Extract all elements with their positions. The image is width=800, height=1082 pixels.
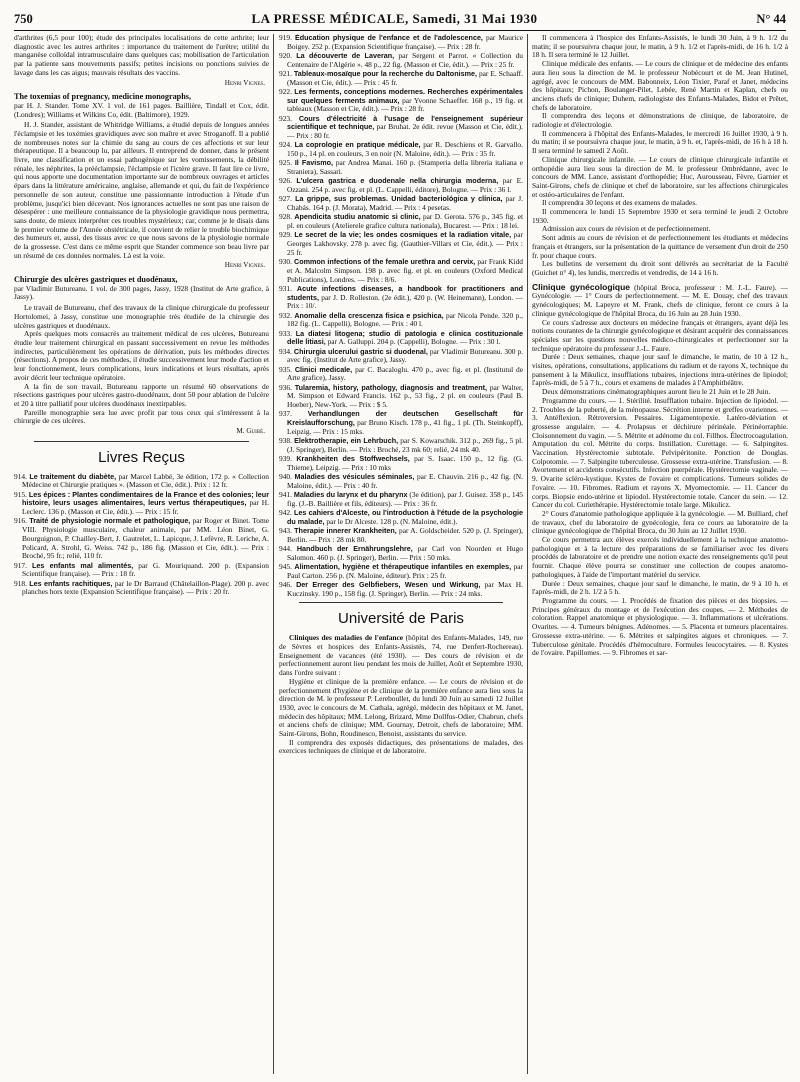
book-entry [279,563,523,580]
notice-paragraph: Les bulletins de versement du droit sont délivrés au secrétariat de la Faculté (Guichet n° 4), les lundis, mercredis et vendredis, de 14 à 16 h. [532,259,788,277]
book-number: 939. [279,453,292,463]
notice-paragraph: Il commencera à l'hôpital des Enfants-Malades, le mercredi 16 Juillet 1930, à 9 h. du matin; il se poursuivra chaque jour, le matin, à 9 h. et, l'après-midi, de 16 h à 18 h. Il sera terminé le samedi 2 Août. [532,128,788,156]
book-entry [279,410,523,436]
book-number: 933. [279,328,292,338]
book-number: 914. [14,471,27,481]
book-details: par Georges Lakhovsky. 278 p. avec fig. (Gauthier-Villars et Cie, édit.). — Prix : 25 fr. [287,230,523,257]
book-details: par le Dr Barraud (Châtelaillon-Plage). 200 p. avec planches hors texte (Expansion Scientifique française). — Prix : 20 fr. [22,578,269,597]
book-title: Maladies du larynx et du pharynx [293,489,408,499]
notice-paragraph: 2° Cours d'anatomie pathologique appliquée à la gynécologie. — M. Bulliard, chef de travaux, chef du laboratoire de gynécologie, fera ce cours au laboratoire de la clinique gynécologique de l'hôpital Broca, du 30 Juin au 12 Juillet 1930. [532,508,788,536]
book-number: 931. [279,283,292,293]
book-title: Il Favismo, [294,158,333,168]
notice-text: (hôpital des Enfants-Malades, 149, rue de Sèvres et hospices des Enfants-Assistés, 74, rue Denfert-Rochereau). Enseignement de vacances (été 1930). — Des cours de révision et de perfectionnement auront lieu pendant les mois de Juillet, Août et Septembre 1930, dans l'ordre suivant : [279,633,523,678]
notice-lead: Clinique gynécologique [532,281,631,292]
book-number: 938. [279,435,292,445]
book-number: 942. [279,507,292,517]
book-details: par D. Gerota. 576 p., 345 fig. et pl. en couleurs (Atelierele grafice cultura nationala), Bucarest. — Prix : 18 lei. [287,212,523,231]
book-details: par C. Bacaloglu. 470 p., avec fig. et pl. (Institutul de Arte grafice), Jassy. [287,364,523,383]
book-title: Der Erreger des Gelbfiebers, Wesen und Wirkung, [296,579,481,589]
notice-paragraph: Admission aux cours de révision et de perfectionnement. [542,224,711,234]
book-number: 919. [279,34,292,42]
notice-paragraph: Durée : Deux semaines, chaque jour sauf le dimanche, le matin, de 9 à 10 h. et l'après-midi, de 2 h. 1/2 à 5 h. [532,578,788,597]
book-details: par Frank Kidd et A. Malcolm Simpson. 198 p. avec fig. et pl. en couleurs (Oxford Medical Publications), Londres. — Prix : 8/6. [287,257,523,284]
notice-paragraph: Programme du cours. — 1. Procédés de fixation des pièces et des biopsies. — Principes généraux du montage et de l'exécution des coupes. — 2. Méthodes de coloration. Rappel anatomique et physiologique. — 3. Inflammations et ulcérations. Ovarites. — 4. Tumeurs bénignes. Adénomes. — 5. Placenta et tumeurs placentaires. Grossesse extra-utérine. — 6. Métrites et salpingites aigues et chroniques. — 7. Tuberculose génitale. Procédés d'hémoculture. Formules leucocytaires. — 8. Kystes de l'ovaire. Papillomes. — 9. Fibromes et sar- [532,596,788,658]
book-details: par Walter, M. Simpson et Edward Francis. 162 p., 53 fig., 2 pl. en couleurs (Paul B. Hoeber), New-York. — Prix : $ 5. [287,382,523,409]
book-details: par Paul Carton. 256 p. (N. Maloine, éditeur). Prix : 25 fr. [287,561,523,580]
book-title: Chirurgia ulcerului gastric si duodenal, [293,346,428,356]
book-details: par Marcel Labbé, 3e édition, 172 p. « Collection Médecine et Chirurgie pratiques ». (Masson et Cie, édit.). Prix : 12 fr. [22,471,269,490]
book-details: par Nicola Pende. 320 p., 182 fig. (L. Cappelli), Bologne. — Prix : 40 l. [287,310,523,329]
book-details: par Yvonne Schaeffer. 168 p., 19 fig. et tableaux (Masson et Cie, édit.). — Prix : 28 fr. [287,95,523,114]
book-title: Cours d'électricité à l'usage de l'enseignement supérieur scientifique et technique, [287,113,523,132]
book-title: Le traitement du diabète, [29,471,117,481]
book-title: Tableaux-mosaïque pour la recherche du Daltonisme, [293,69,477,78]
book-details: par Max H. Kuczinsky. 190 p., 158 fig. (J. Springer), Berlin. — Prix : 24 mks. [287,579,523,598]
book-number: 929. [279,230,292,240]
book-number: 915. [14,489,27,499]
book-entry [279,231,523,257]
book-details: par Vladimir Butureanu. 300 p. avec fig. (Institut de Arte grafice), Jassy. [287,346,523,365]
book-details: par Maurice Boigey. 252 p. (Expansion Scientifique française). — Prix : 28 fr. [287,34,523,51]
notice-paragraph: Hygiène et clinique de la première enfance. — Le cours de révision et de perfectionnement d'hygiène et de clinique de la première enfance aura lieu sous la direction de M. le professeur P. Lereboullet, du lundi 30 Juin au samedi 12 Juillet 1930, avec le concours de M. Cathala, agrégé, médecin des hôpitaux et M. Janet, médecin des hôpitaux; MM. Lelong, Brizard, Mme Dollfus-Odier, Chabrun, chefs et anciens chefs de clinique; MM. Gournay, Detroit, chefs de laboratoire; MM. Saint-Girons, Bohn, Roudinesco, Benoist, assistants du service. [279,676,523,739]
book-number: 943. [279,525,292,535]
book-number: 932. [279,310,292,320]
signature: M. Guibé. [236,427,265,436]
book-details: par J. D. Rolleston. (2e édit.), 420 p. (W. Heinemann), London. — Prix : 10/. [287,292,523,311]
book-details: par E. Schaaff. (Masson et Cie, édit.). — Prix : 45 fr. [287,69,523,87]
book-title: Therapie innerer Krankheiten, [294,525,397,535]
book-title: Elektrotherapie, ein Lehrbuch, [294,435,399,445]
book-number: 925. [279,158,292,168]
book-entry [279,285,523,311]
book-title: Le secret de la vie; les ondes cosmiques et la radiation vitale, [294,230,512,240]
notice-paragraph: Deux démonstrations cinématographiques auront lieu le 21 Juin et le 28 Juin. [542,387,771,397]
notice-paragraph: Programme du cours. — 1. Stérilité. Insufflation tubaire. Injection de lipiodol. — 2. Troubles de la puberté, de la ménopause. Sécrétion interne et greffes ovariennes. — 3. Antéflexion. Rétroversion. Pessaires. Ligamentopexie. Latéro-déviation et grossesse angulaire. — 4. Prolapsus et déchirure périnéale. Périnéorraphie. Cloisonnement du vagin. — 5. Métrite et adénome du col. Fillhos. Électrocoagulation. Amputation du col. Métrite du corps. Instillation. Curettage. — 6. Salpingites. Vaccination. Hystérectomie subtotale. Pelvipéritonite. Ponction de Douglas. Colpotomie. — 7. Salpingite tuberculeuse. Grossesse extra-utérine. Transfusion. — 8. Avortement et accidents consécutifs. Infection puerpérale. Hystérectomie vaginale. — 9. Ovarite scléro-kystique. Kystes de l'ovaire et complications. Tumeurs solides de l'ovaire. — 10. Fibromes. Radium et rayons X. Myomectomie. — 11. Cancer du corps. Biopsie endo-utérine et lipiodol. Hystérectomie totale. Cancer du sein. — 12. Cancer du col. Curiethérapie. Hystérectomie totale large. Mikulicz. [532,395,788,510]
review-body: Pareille monographie sera lue avec profit par tous ceux qui s'intéressent à la chirurgie de ces ulcères. [14,407,269,426]
notice-paragraph: Il comprendra des exposés didactiques, des présentations de malades, des exercices techniques de clinique et de laboratoire. [279,737,523,756]
book-number: 922. [279,87,292,96]
book-details: par Sergent et Parrot. « Collection du Centenaire de l'Algérie ». 48 p., 22 fig. (Masson et Cie, édit.). — Prix : 25 fr. [287,51,523,69]
notice-paragraph: Il commencera à l'hospice des Enfants-Assistés, le lundi 30 Juin, à 9 h. 1/2 du matin; il se poursuivra chaque jour, le matin, à 9 h. 1/2 et l'après-midi, de 16 h. 1/2 à 18 h. Il sera terminé le 12 Juillet. [532,34,788,60]
book-entry [279,455,523,472]
notice-paragraph: Clinique médicale des enfants. — Le cours de clinique et de médecine des enfants aura lieu sous la direction de M. le professeur Nobécourt et de M. Jean Hutinel, agrégé, avec le concours de MM. Babonneix, Léon Tixier, Paraf et Janet, médecins des hôpitaux; Pichon, Boulanger-Pilet, Lebée, René Martin et Kaplan, chefs ou anciens chefs de clinique; Duhem, radiologiste des Enfants-Malades, Bidot et Prêtet, chefs de laboratoire. [532,59,788,112]
review-body: H. J. Stander, assistant de Whitridge Williams, a étudié depuis de longues années l'éclampsie et les toxémies gravidiques avec son maître et avec Stroganoff. Il a publié de nombreuses notes sur la chimie du sang au cours de ces affections et sur leur thérapeutique. Il a beaucoup lu, par ailleurs. Il entreprend de donner, dans le présent livre, une classification et un essai pathogénique sur les vomissements, la débilité rénale, les néphrites, la prééclampsie, l'éclampsie et l'ictère grave. Il faut lire ce livre, qui nous apporte une documentation importante sur de nombreux ouvrages et articles épars dans la littérature américaine, anglaise, allemande et qui, du fait de l'expérience personnelle de son auteur, constitue une passionnante introduction à l'étude d'un problème, jusqu'ici bien décevant. Nos ignorances actuelles ne sont pas une raison de désespérer : une meilleure connaissance de la physiologie gravidique nous permettra, sans doute, de mieux interpréter ces troubles mystérieux; car, comme je le disais dans le premier volume de l'Année obstétricale, il convient de relier le trouble biochimique des humeurs et, aussi, des tissus avec ce que nous savons de la physiologie normale de la grossesse. C'est dans ce même esprit que Stander commence son beau livre par un résumé de ces données normales. Là est la voie. [14,120,269,260]
book-number: 930. [279,257,292,267]
book-details: par J. Chabás. 164 p. (J. Morata), Madrid. — Prix : 4 pesetas. [287,194,523,213]
section-rule [34,441,249,442]
column-divider [527,34,528,1074]
book-details: par Bruhat. 2e édit. revue (Masson et Cie, édit.). — Prix : 80 fr. [287,122,523,141]
book-entry [279,177,523,194]
book-entry [279,213,523,230]
book-title: L'ulcera gastrica e duodenale nella chirurgia moderna, [296,176,499,186]
book-number: 944. [279,543,292,553]
notice-text: (hôpital Broca, professeur : M. J.-L. Faure). — Gynécologie. — 1° Cours de perfectionnement. — M. E. Douay, chef des travaux gynécologiques; M. Lapeyre et M. Frank, chefs de clinique, feront ce cours à la clinique gynécologique de l'hôpital Broca, du 16 Juin au 28 Juin 1930. [532,282,788,318]
book-number: 945. [279,561,292,571]
book-number: 937. [279,409,292,419]
book-number: 927. [279,194,292,204]
book-title: Handbuch der Ernährungslehre, [296,543,413,553]
book-entry [279,509,523,526]
book-entry [279,348,523,365]
book-number: 926. [279,176,292,186]
book-entry [279,34,523,51]
review-reference: par Vladimir Butureanu. 1 vol. de 300 pages, Jassy, 1928 (Institut de Arte grafice, à Jassy). [14,283,269,302]
book-details: par S. Kowarschik. 312 p., 269 fig., 5 pl. (J. Springer), Berlin. — Prix : Broché, 23 mk 60; relié, 24 mk 40. [287,435,523,454]
column-divider [273,34,274,1074]
book-title: Les cahiers d'Alceste, ou l'introduction à l'étude de la psychologie du malade, [287,507,523,526]
book-entry [279,545,523,562]
book-details: par A. Galluppi. 204 p. (Cappelli), Bologne. — Prix : 30 l. [327,337,501,347]
book-details: par Roger et Binet. Tome VIII. Physiologie musculaire, chaleur animale, par MM. Léon Binet, G. Bourguignon, P. Chailley-Bert, J. Gautrelet, L. Lapicque, J. Lefèvre, R. Leriche, A. Policard, A. Strohl, G. Weiss. 742 p., 186 fig. (Masson et Cie, édit.). — Prix : Broché, 95 fr.; relié, 110 fr. [22,516,269,561]
book-details: par A. Goldscheider. 520 p. (J. Springer), Berlin. — Prix : 28 mk 80. [287,525,523,544]
book-entry [14,580,269,597]
book-number: 934. [279,346,292,356]
book-entry [279,159,523,176]
book-number: 935. [279,364,292,374]
notice-paragraph: Ce cours permettra aux élèves exercés individuellement à la technique anatomo-pathologique et à la lecture des préparations de se familiariser avec les divers procédés de laboratoire et de prendre une notion exacte des renseignements qu'il peut fournir. Chaque élève pourra se constituer une collection de coupes anatomo-pathologiques, à l'aide de l'important matériel du service. [532,535,788,579]
book-entry [14,517,269,561]
book-number: 936. [279,382,292,392]
book-list [14,473,269,597]
book-number: 924. [279,140,292,150]
book-entry [14,562,269,579]
book-number: 921. [279,69,292,78]
book-number: 918. [14,578,27,588]
review-title: Chirurgie des ulcères gastriques et duodénaux, [14,275,178,285]
university-notice [279,634,523,756]
book-details: par Andrea Manai. 160 p. (Stamperia della libreria italiana e Straniera), Sassari. [287,158,523,177]
book-number: 916. [14,516,27,526]
book-entry [14,473,269,490]
issue-number: N° 44 [756,11,786,26]
review-body: Le travail de Butureanu, chef des travaux de la clinique chirurgicale du professeur Hortolomei, à Jassy, constitue une monographie très étudiée de la chirurgie des ulcères gastriques et duodénaux. [14,303,269,330]
signature: Henri Vignes. [224,261,265,270]
book-entry [279,581,523,598]
book-entry [279,141,523,158]
book-title: Alimentation, hygiène et thérapeutique infantiles en exemples, [294,561,512,571]
book-entry [279,52,523,69]
book-number: 917. [14,560,27,570]
book-details: par G. Mouriquand. 200 p. (Expansion Scientifique française). — Prix : 18 fr. [22,560,269,579]
notice-paragraph: Il comprendra 30 leçons et des examens de malades. [542,198,697,208]
book-title: Maladies des vésicules séminales, [294,471,415,481]
book-title: Tularemia, history, pathology, diagnosis and treatment, [294,382,488,392]
book-number: 940. [279,471,292,481]
notice-paragraph: Il comprendra des leçons et démonstrations de clinique, de laboratoire, de radiologie et d'électrologie. [532,111,788,130]
book-number: 923. [279,113,292,123]
book-entry [279,195,523,212]
review-body: A la fin de son travail, Butureanu rapporte un résumé 60 observations de résections gastriques pour ulcères gastro-duodénaux, dont 50 pour ablation de l'ulcère et 20 à titre palliatif pour ulcères duodénaux inextirpables. [14,381,269,408]
signature: Henri Vignes. [224,78,265,87]
book-details: par le Dr Alceste. 128 p. (N. Maloine, édit.). [326,516,458,526]
book-title: Clinici medicale, [294,364,353,374]
book-entry [279,473,523,490]
section-rule [299,602,503,603]
book-title: Krankheiten des Stoffwechsels, [296,453,410,463]
book-title: La grippe, sus problemas. Unidad bacteriológica y clínica, [295,194,503,204]
book-title: Les enfants rachitiques, [29,578,113,588]
book-number: 941. [279,489,292,499]
column-left [14,34,269,1074]
book-entry [279,491,523,508]
book-details: par E. Chauvin. 216 p., 42 fig. (N. Maloine, édit.). — Prix : 40 fr. [287,471,523,490]
book-title: La coprologie en pratique médicale, [294,140,421,150]
book-entry [279,258,523,284]
book-details: par Bruno Kisch. 178 p., 41 fig., 1 pl. (Th. Steinkopff), Leipzig. — Prix : 15 mks. [287,417,523,436]
section-heading-livres-recus: Livres Reçus [98,448,185,466]
page-header [14,8,786,31]
page-number: 750 [14,11,33,26]
book-entry [279,384,523,410]
column-middle [279,34,523,1074]
book-entry [279,115,523,141]
book-title: Acute infections diseases, a handbook for practitioners and students, [287,283,523,302]
book-entry [279,366,523,383]
book-details: par H. Leclerc. 136 p. (Masson et Cie, édit.). — Prix : 15 fr. [22,498,269,517]
book-entry [279,88,523,114]
notice-paragraph: Clinique chirurgicale infantile. — Le cours de clinique chirurgicale infantile et orthopédie aura lieu sous la direction de M. le professeur Ombrédanne, avec le concours de MM. Lance, assistant d'orthopédie; Huc, Aurousseau, Fèvre, Garnier et Saint-Girons, chefs de clinique et chef de laboratoire, sur les affections chirurgicales et ostéo-articulaires de l'enfant. [532,154,788,199]
book-title: Common infections of the female urethra and cervix, [294,257,476,267]
review-reference: par H. J. Stander. Tome XV. 1 vol. de 161 pages. Baillière, Tindall et Cox, édit. (Londres); Williams et Wilkins Co, édit. (Baltimore), 1929. [14,100,269,119]
book-title: La découverte de Laveran, [296,51,395,60]
book-title: Verhandlungen der deutschen Gesellschaft für Kreislaufforschung, [287,409,523,427]
book-number: 946. [279,579,292,589]
notice-paragraph: Durée : Deux semaines, chaque jour sauf le dimanche, le matin, de 10 à 12 h., visites, opérations, consultations, applications du radium et de rayons X, technique du pansement à la Mikulicz, insufflations tubaires, injections intra-utérines de lipiodol; l'après-midi, de 5 à 7 h., cours et examens de malades à l'Amphithéâtre. [532,352,788,388]
review-body: Après quelques mots consacrés au traitement médical de ces ulcères, Butureanu étudie leur traitement chirurgical en passant successivement en revue les méthodes indirectes, particulièrement les opérations de dérivation, puis les méthodes directes (résections). A propos de ces méthodes, il étudie successivement leur mode d'action et leur fonctionnement, leurs complications, leurs indications et leurs résultats, après avoir décrit leur technique opératoire. [14,329,269,382]
book-details: par Carl von Noorden et Hugo Salomon. 460 p. (J. Springer), Berlin. — Prix : 50 mks. [287,543,523,562]
review-title: The toxemias of pregnancy, medicine monographs, [14,92,192,102]
book-details: par R. Deschiens et R. Garvallo. 150 p., 14 pl. en couleurs, 3 en noir (N. Maloine, édit.). — Prix : 35 fr. [287,140,523,159]
notice-lead: Cliniques des maladies de l'enfance [289,633,404,643]
book-entry [279,330,523,347]
book-title: Traité de physiologie normale et pathologique, [29,516,191,526]
book-title: Anomalie della crescenza fisica e psichica, [294,310,444,320]
book-title: Apendicita studiu anatomic si clinic, [294,212,421,222]
book-entry [279,437,523,454]
book-details: par S. Isaac. 150 p., 12 fig. (G. Thieme), Leipzig. — Prix : 10 mks [287,453,523,472]
book-title: Éducation physique de l'enfance et de l'adolescence, [294,34,483,42]
section-heading-universite: Université de Paris [338,610,464,628]
book-number: 920. [279,51,292,60]
book-title: Les épices : Plantes condimentaires de la France et des colonies; leur histoire, leurs usages alimentaires, leurs vertus thérapeutiques, [22,489,269,508]
book-number: 928. [279,212,292,222]
book-details: par E. Ozzani. 254 p. avec fig. et pl. (L. Cappelli, éditore), Bologne. — Prix : 36 l. [287,176,523,195]
book-entry [279,70,523,87]
book-entry [279,312,523,329]
book-entry [14,491,269,517]
notice-paragraph: Il commencera le lundi 15 Septembre 1930 et sera terminé le jeudi 2 Octobre 1930. [532,207,788,225]
notice-paragraph: Ce cours s'adresse aux docteurs en médecine français et étrangers, ayant déjà les notions courantes de la chirurgie gynécologique et désirant acquérir des connaissances spéciales sur les questions nouvelles médico-chirurgicales et perfectionner sur la technique opératoire du professeur J.-L. Faure. [532,317,788,353]
book-title: Les ferments, conceptions modernes. Recherches expérimentales sur quelques ferments animaux, [287,87,523,105]
column-right [532,34,788,1074]
notice-paragraph-gynecology [532,283,788,319]
review-continuation: d'arthrites (6,5 pour 100); étude des principales localisations de cette arthrite; leur diagnostic avec les autres arthrites : importance du traitement de l'urètre; utilité du manganèse colloïdal intramusculaire dans quelques cas; mobilisation de l'articulation par la patiente sans mouvements passifs; petites incisions ou ponctions suivies de lavage dans les cas aigus; mauvais résultats des vaccins. [14,34,269,77]
book-list [279,34,523,598]
notice-paragraph: Sont admis au cours de révision et de perfectionnement les étudiants et médecins français et étrangers, sur la présentation de la quittance de versement d'un droit de 250 fr. pour chaque cours. [532,233,788,260]
journal-title: LA PRESSE MÉDICALE, Samedi, 31 Mai 1930 [251,11,538,26]
book-title: Les enfants mal alimentés, [32,560,134,570]
book-entry [279,527,523,544]
book-title: La diatesi litogena; studio di patologia e clinica costituzionale delle litiasi, [287,328,523,347]
book-details: (3e édition), par J. Guisez. 358 p., 145 fig. (J.-B. Baillière et fils, éditeurs). — Prix : 36 fr. [287,489,523,508]
